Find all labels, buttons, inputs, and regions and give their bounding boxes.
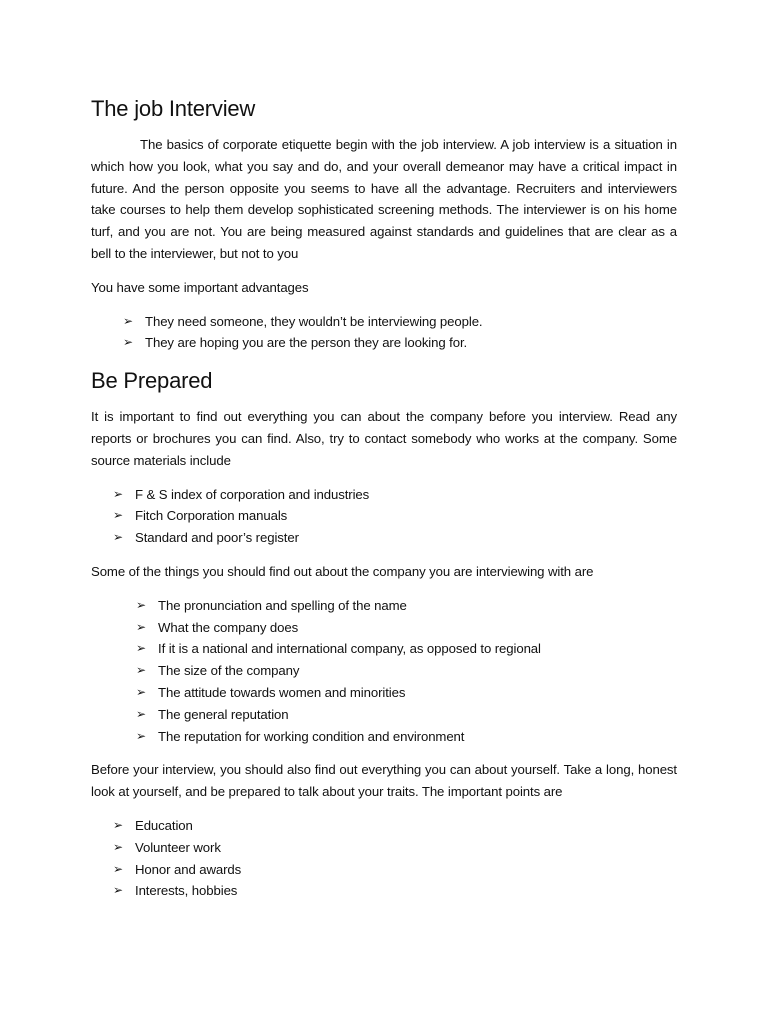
list-company-points	[91, 595, 677, 748]
paragraph-research: It is important to find out everything you can about the company before you interview. Read any reports or brochures you can find. Also, try to contact somebody who works at the company. Some source materials include	[91, 409, 677, 468]
list-advantages	[91, 311, 677, 355]
arrowhead-bullet-icon: ➢	[136, 684, 146, 699]
list-item: ➢ Fitch Corporation manuals	[91, 505, 677, 527]
arrowhead-bullet-icon: ➢	[136, 641, 146, 656]
arrowhead-bullet-icon: ➢	[136, 597, 146, 612]
list-item: ➢ If it is a national and international company, as opposed to regional	[91, 638, 677, 660]
arrowhead-bullet-icon: ➢	[113, 839, 123, 854]
arrowhead-bullet-icon: ➢	[113, 530, 123, 545]
arrowhead-bullet-icon: ➢	[113, 508, 123, 523]
arrowhead-bullet-icon: ➢	[136, 663, 146, 678]
list-item: ➢ They are hoping you are the person they are looking for.	[91, 332, 677, 354]
arrowhead-bullet-icon: ➢	[113, 486, 123, 501]
paragraph-intro: The basics of corporate etiquette begin with the job interview. A job interview is a situation in which how you look, what you say and do, and your overall demeanor may have a critical impact in future. And the person opposite you seems to have all the advantage. Recruiters and interviewers take courses to help them develop sophisticated screening methods. The interviewer is on his home turf, and you are not. You are being measured against standards and guidelines that are clear as a bell to the interviewer, but not to you	[91, 137, 677, 261]
heading-be-prepared: Be Prepared	[91, 368, 213, 394]
list-item: ➢ The size of the company	[91, 660, 677, 682]
paragraph-advantages-intro: You have some important advantages	[91, 279, 309, 295]
arrowhead-bullet-icon: ➢	[113, 817, 123, 832]
list-item: ➢ Honor and awards	[91, 859, 677, 881]
list-item: ➢ The general reputation	[91, 704, 677, 726]
list-item: ➢ What the company does	[91, 617, 677, 639]
heading-job-interview: The job Interview	[91, 96, 256, 121]
arrowhead-bullet-icon: ➢	[136, 728, 146, 743]
arrowhead-bullet-icon: ➢	[123, 313, 133, 328]
arrowhead-bullet-icon: ➢	[123, 335, 133, 350]
list-item: ➢ They need someone, they wouldn’t be interviewing people.	[91, 311, 677, 333]
list-item: ➢ Volunteer work	[91, 837, 677, 859]
list-item: ➢ The pronunciation and spelling of the name	[91, 595, 677, 617]
arrowhead-bullet-icon: ➢	[113, 883, 123, 898]
list-item: ➢ The reputation for working condition and environment	[91, 726, 677, 748]
arrowhead-bullet-icon: ➢	[136, 706, 146, 721]
list-item: ➢ Education	[91, 815, 677, 837]
arrowhead-bullet-icon: ➢	[136, 619, 146, 634]
list-item: ➢ F & S index of corporation and industries	[91, 484, 677, 506]
paragraph-yourself: Before your interview, you should also find out everything you can about yourself. Take a long, honest look at yourself, and be prepared to talk about your traits. The important points are	[91, 762, 677, 800]
list-item: ➢ Standard and poor’s register	[91, 527, 677, 549]
arrowhead-bullet-icon: ➢	[113, 861, 123, 876]
document-body	[91, 94, 677, 914]
list-item: ➢ Interests, hobbies	[91, 880, 677, 902]
list-sources	[91, 484, 677, 549]
list-personal-points	[91, 815, 677, 902]
paragraph-company-things: Some of the things you should find out about the company you are interviewing with are	[91, 563, 594, 579]
list-item: ➢ The attitude towards women and minorities	[91, 682, 677, 704]
